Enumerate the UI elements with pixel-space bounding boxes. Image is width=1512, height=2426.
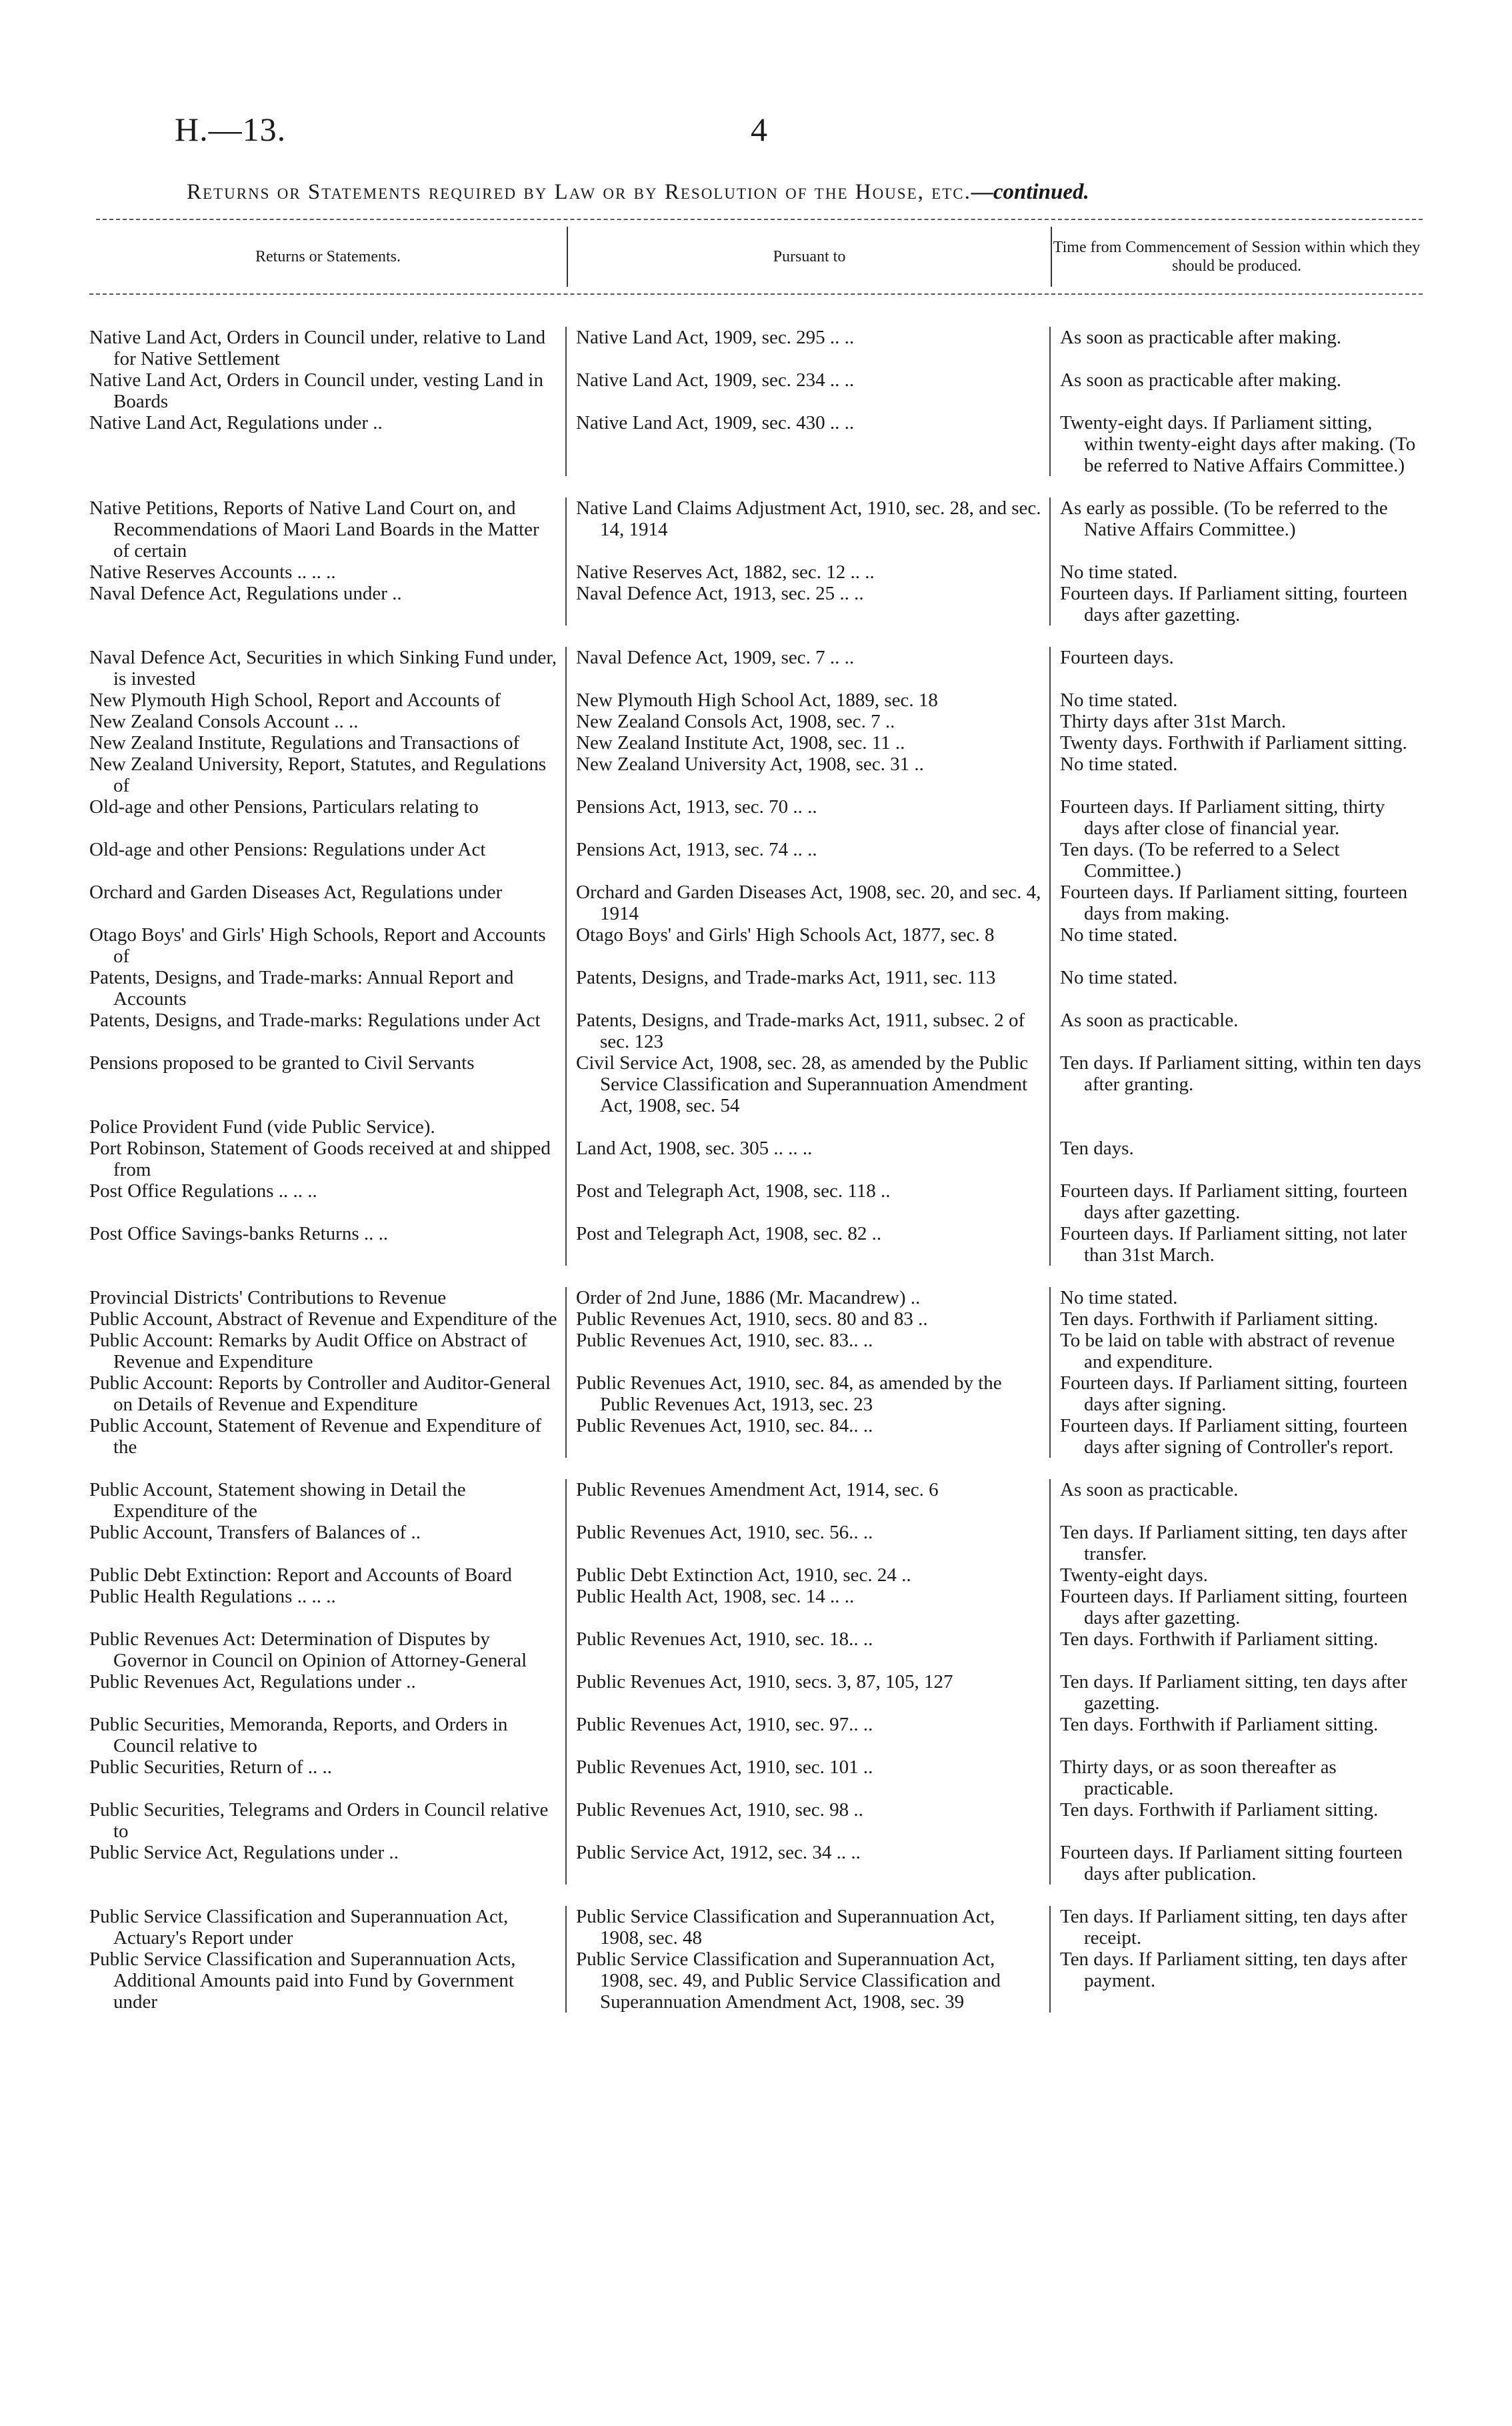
cell-time [1051, 1287, 1423, 1308]
table-row [89, 1138, 1423, 1180]
cell-time [1051, 690, 1423, 711]
cell-returns-text: Public Account, Transfers of Balances of .. [89, 1522, 421, 1543]
cell-time-text: Fourteen days. If Parliament sitting fourteen days after publication. [1060, 1842, 1403, 1885]
table-row [89, 1116, 1423, 1138]
cell-pursuant [565, 711, 1051, 732]
cell-pursuant-text: Naval Defence Act, 1913, sec. 25 .. .. [576, 583, 864, 604]
cell-pursuant-text: Public Revenues Act, 1910, sec. 83.. .. [576, 1330, 873, 1351]
cell-pursuant [565, 1906, 1051, 1949]
cell-returns-text: Public Account, Statement showing in Detail the Expenditure of the [89, 1479, 466, 1522]
cell-pursuant [565, 1522, 1051, 1564]
table-row [89, 1671, 1423, 1714]
cell-returns-text: Post Office Savings-banks Returns .. .. [89, 1223, 389, 1244]
cell-time-text: Fourteen days. If Parliament sitting, fourteen days after signing. [1060, 1372, 1408, 1415]
cell-time [1051, 1052, 1423, 1116]
cell-time [1051, 839, 1423, 882]
cell-pursuant-text: Public Service Classification and Superannuation Act, 1908, sec. 48 [576, 1906, 995, 1949]
caption-continued: —continued. [971, 180, 1089, 204]
cell-pursuant-text: Patents, Designs, and Trade-marks Act, 1911, sec. 113 [576, 967, 996, 988]
cell-time [1051, 754, 1423, 796]
cell-time-text: Ten days. Forthwith if Parliament sitting. [1060, 1714, 1379, 1735]
cell-pursuant [565, 1714, 1051, 1756]
table-row [89, 924, 1423, 967]
cell-time-text: No time stated. [1060, 1287, 1178, 1308]
cell-returns [89, 1799, 565, 1842]
header-rule-bottom [89, 293, 1423, 295]
cell-pursuant [565, 1799, 1051, 1842]
cell-time-text: Fourteen days. If Parliament sitting, fourteen days after gazetting. [1060, 1586, 1408, 1628]
cell-returns [89, 1564, 565, 1586]
cell-time-text: No time stated. [1060, 561, 1178, 583]
cell-returns [89, 1842, 565, 1885]
cell-time [1051, 1372, 1423, 1415]
cell-returns-text: Provincial Districts' Contributions to Revenue [89, 1287, 447, 1308]
cell-time-text: Thirty days, or as soon thereafter as practicable. [1060, 1756, 1337, 1799]
cell-time-text: Twenty days. Forthwith if Parliament sitting. [1060, 732, 1407, 754]
cell-returns-text: Public Securities, Return of .. .. [89, 1756, 333, 1778]
cell-time-text: As soon as practicable after making. [1060, 369, 1341, 391]
cell-pursuant-text: Orchard and Garden Diseases Act, 1908, sec. 20, and sec. 4, 1914 [576, 882, 1041, 924]
cell-pursuant-text: Civil Service Act, 1908, sec. 28, as amended by the Public Service Classification and Superannuation Amendment Act, 1908, sec. 54 [576, 1052, 1029, 1116]
column-header-pursuant-label: Pursuant to [773, 248, 846, 265]
cell-pursuant-text: Public Revenues Act, 1910, secs. 80 and 83 .. [576, 1308, 928, 1330]
cell-time-text: Thirty days after 31st March. [1060, 711, 1287, 732]
cell-returns [89, 1330, 565, 1372]
page-header [0, 110, 1512, 163]
cell-returns [89, 690, 565, 711]
cell-pursuant [565, 924, 1051, 967]
cell-time [1051, 647, 1423, 690]
cell-time-text: Ten days. If Parliament sitting, ten days after transfer. [1060, 1522, 1407, 1564]
cell-time [1051, 1949, 1423, 2013]
cell-returns [89, 1116, 565, 1138]
cell-pursuant [565, 1138, 1051, 1180]
table-row [89, 497, 1423, 561]
cell-time [1051, 1756, 1423, 1799]
cell-pursuant-text: Public Revenues Act, 1910, sec. 97.. .. [576, 1714, 873, 1735]
cell-time [1051, 369, 1423, 412]
cell-returns-text: Naval Defence Act, Securities in which Sinking Fund under, is invested [89, 647, 557, 690]
cell-pursuant [565, 690, 1051, 711]
table-row [89, 732, 1423, 754]
cell-time [1051, 1714, 1423, 1756]
cell-time-text: Ten days. If Parliament sitting, ten days after gazetting. [1060, 1671, 1407, 1714]
cell-returns [89, 561, 565, 583]
table-row [89, 1522, 1423, 1564]
cell-time [1051, 1671, 1423, 1714]
cell-pursuant-text: Naval Defence Act, 1909, sec. 7 .. .. [576, 647, 855, 668]
table-row [89, 327, 1423, 369]
table-row [89, 1223, 1423, 1287]
cell-time [1051, 1842, 1423, 1885]
cell-time-text: Fourteen days. If Parliament sitting, fourteen days after gazetting. [1060, 583, 1408, 626]
cell-pursuant-text: Otago Boys' and Girls' High Schools Act, 1877, sec. 8 [576, 924, 995, 946]
table-row [89, 647, 1423, 690]
cell-time-text: Ten days. (To be referred to a Select Committee.) [1060, 839, 1340, 882]
cell-returns [89, 647, 565, 690]
caption-main: Returns or Statements required by Law or by Resolution of the House, etc. [187, 180, 971, 204]
cell-time [1051, 1308, 1423, 1330]
cell-pursuant [565, 1180, 1051, 1223]
cell-returns [89, 583, 565, 626]
cell-returns [89, 1138, 565, 1180]
table-row [89, 1330, 1423, 1372]
cell-time-text: No time stated. [1060, 967, 1178, 988]
cell-time-text: Fourteen days. If Parliament sitting, not later than 31st March. [1060, 1223, 1407, 1266]
cell-returns-text: Naval Defence Act, Regulations under .. [89, 583, 402, 604]
cell-time-text: Ten days. If Parliament sitting, ten days after payment. [1060, 1949, 1407, 1991]
cell-returns-text: Public Securities, Telegrams and Orders in Council relative to [89, 1799, 549, 1842]
cell-returns-text: Post Office Regulations .. .. .. [89, 1180, 317, 1202]
cell-returns-text: New Plymouth High School, Report and Accounts of [89, 690, 501, 711]
table-row [89, 1842, 1423, 1906]
cell-time [1051, 796, 1423, 839]
cell-time [1051, 1180, 1423, 1223]
table-row [89, 1415, 1423, 1479]
table-row [89, 412, 1423, 497]
cell-pursuant [565, 647, 1051, 690]
table-row [89, 1308, 1423, 1330]
cell-pursuant-text: Public Revenues Act, 1910, sec. 84.. .. [576, 1415, 873, 1436]
cell-time-text: Fourteen days. If Parliament sitting, fourteen days after gazetting. [1060, 1180, 1408, 1223]
cell-pursuant [565, 583, 1051, 626]
cell-returns-text: Old-age and other Pensions: Regulations under Act [89, 839, 486, 860]
cell-pursuant [565, 1330, 1051, 1372]
cell-time-text: No time stated. [1060, 754, 1178, 775]
cell-time [1051, 711, 1423, 732]
cell-pursuant [565, 369, 1051, 412]
cell-time-text: Ten days. Forthwith if Parliament sitting. [1060, 1799, 1379, 1821]
cell-returns [89, 1415, 565, 1458]
returns-table [89, 219, 1423, 2013]
table-row [89, 754, 1423, 796]
cell-pursuant [565, 1564, 1051, 1586]
table-row [89, 1287, 1423, 1308]
cell-pursuant [565, 561, 1051, 583]
cell-returns [89, 1180, 565, 1223]
cell-time [1051, 1330, 1423, 1372]
cell-pursuant [565, 1010, 1051, 1052]
cell-time [1051, 882, 1423, 924]
cell-time [1051, 412, 1423, 476]
cell-time-text: Fourteen days. If Parliament sitting, fourteen days from making. [1060, 882, 1408, 924]
cell-pursuant [565, 732, 1051, 754]
cell-pursuant [565, 1415, 1051, 1458]
cell-time [1051, 1138, 1423, 1180]
cell-time [1051, 1479, 1423, 1522]
cell-returns-text: Old-age and other Pensions, Particulars relating to [89, 796, 479, 818]
cell-returns [89, 1714, 565, 1756]
cell-pursuant-text: Patents, Designs, and Trade-marks Act, 1911, subsec. 2 of sec. 123 [576, 1010, 1025, 1052]
cell-returns [89, 1223, 565, 1266]
cell-time-text: Fourteen days. [1060, 647, 1174, 668]
cell-pursuant [565, 967, 1051, 1010]
cell-returns [89, 1052, 565, 1116]
cell-time-text: Ten days. If Parliament sitting, ten days after receipt. [1060, 1906, 1407, 1949]
cell-pursuant-text: New Zealand Institute Act, 1908, sec. 11 .. [576, 732, 905, 754]
cell-time [1051, 497, 1423, 561]
cell-time-text: No time stated. [1060, 924, 1178, 946]
cell-time [1051, 1799, 1423, 1842]
table-row [89, 1479, 1423, 1522]
cell-returns [89, 369, 565, 412]
cell-pursuant-text: Public Revenues Act, 1910, sec. 18.. .. [576, 1628, 873, 1650]
table-row [89, 690, 1423, 711]
cell-returns-text: Port Robinson, Statement of Goods received at and shipped from [89, 1138, 551, 1180]
document-reference: H.—13. [175, 111, 287, 148]
cell-time-text: As early as possible. (To be referred to the Native Affairs Committee.) [1060, 497, 1388, 540]
table-row [89, 967, 1423, 1010]
cell-time [1051, 967, 1423, 1010]
cell-pursuant-text: New Zealand Consols Act, 1908, sec. 7 .. [576, 711, 895, 732]
cell-returns-text: New Zealand Consols Account .. .. [89, 711, 359, 732]
table-row [89, 1010, 1423, 1052]
cell-time [1051, 1628, 1423, 1671]
cell-time-text: Ten days. [1060, 1138, 1134, 1159]
cell-time [1051, 1906, 1423, 1949]
cell-time-text: To be laid on table with abstract of revenue and expenditure. [1060, 1330, 1395, 1372]
table-body [89, 327, 1423, 2013]
table-row [89, 1628, 1423, 1671]
cell-returns [89, 882, 565, 924]
cell-time [1051, 561, 1423, 583]
cell-returns-text: Public Health Regulations .. .. .. [89, 1586, 336, 1607]
table-row [89, 1756, 1423, 1799]
cell-pursuant [565, 1287, 1051, 1308]
cell-pursuant-text: Post and Telegraph Act, 1908, sec. 118 .. [576, 1180, 891, 1202]
cell-pursuant-text: Native Land Claims Adjustment Act, 1910, sec. 28, and sec. 14, 1914 [576, 497, 1041, 540]
cell-returns [89, 1628, 565, 1671]
cell-time-text: As soon as practicable. [1060, 1010, 1239, 1031]
table-row [89, 711, 1423, 732]
cell-pursuant-text: Public Service Act, 1912, sec. 34 .. .. [576, 1842, 861, 1863]
cell-returns-text: Native Land Act, Orders in Council under, relative to Land for Native Settlement [89, 327, 546, 369]
cell-returns [89, 1372, 565, 1415]
cell-pursuant-text: Pensions Act, 1913, sec. 70 .. .. [576, 796, 817, 818]
cell-time [1051, 1415, 1423, 1458]
cell-pursuant [565, 882, 1051, 924]
cell-pursuant [565, 1842, 1051, 1885]
cell-returns-text: Native Land Act, Regulations under .. [89, 412, 383, 433]
cell-pursuant-text: Land Act, 1908, sec. 305 .. .. .. [576, 1138, 813, 1159]
cell-returns [89, 1671, 565, 1714]
cell-pursuant-text: Native Reserves Act, 1882, sec. 12 .. .. [576, 561, 875, 583]
cell-time-text: As soon as practicable. [1060, 1479, 1239, 1500]
cell-time-text: Fourteen days. If Parliament sitting, fourteen days after signing of Controller's report. [1060, 1415, 1408, 1458]
cell-pursuant-text: Public Service Classification and Superannuation Act, 1908, sec. 49, and Public Service Classification and Superannuation Amendment Act, 1908, sec. 39 [576, 1949, 1001, 2013]
table-row [89, 561, 1423, 583]
cell-returns [89, 1287, 565, 1308]
cell-returns-text: Public Revenues Act, Regulations under .. [89, 1671, 416, 1692]
cell-pursuant [565, 839, 1051, 882]
cell-returns-text: Patents, Designs, and Trade-marks: Annual Report and Accounts [89, 967, 514, 1010]
cell-pursuant [565, 412, 1051, 476]
cell-returns-text: Public Account, Abstract of Revenue and Expenditure of the [89, 1308, 557, 1330]
cell-returns-text: Otago Boys' and Girls' High Schools, Report and Accounts of [89, 924, 546, 967]
cell-time-text: Twenty-eight days. If Parliament sitting, within twenty-eight days after making. (To be referred to Native Affairs Committee.) [1060, 412, 1416, 476]
cell-pursuant-text: Public Revenues Act, 1910, sec. 56.. .. [576, 1522, 873, 1543]
table-row [89, 1372, 1423, 1415]
cell-returns [89, 1010, 565, 1052]
cell-pursuant [565, 1308, 1051, 1330]
cell-pursuant-text: Native Land Act, 1909, sec. 295 .. .. [576, 327, 855, 348]
cell-pursuant [565, 1756, 1051, 1799]
cell-pursuant-text: New Zealand University Act, 1908, sec. 31 .. [576, 754, 924, 775]
cell-pursuant-text: Public Revenues Act, 1910, sec. 98 .. [576, 1799, 863, 1821]
cell-pursuant-text: Public Revenues Act, 1910, sec. 101 .. [576, 1756, 873, 1778]
table-row [89, 1586, 1423, 1628]
cell-pursuant [565, 1671, 1051, 1714]
table-row [89, 1714, 1423, 1756]
cell-pursuant [565, 1479, 1051, 1522]
table-row [89, 1906, 1423, 1949]
cell-time-text: Ten days. If Parliament sitting, within ten days after granting. [1060, 1052, 1421, 1095]
table-row [89, 796, 1423, 839]
cell-pursuant-text: Public Revenues Act, 1910, sec. 84, as amended by the Public Revenues Act, 1913, sec. 23 [576, 1372, 1002, 1415]
table-row [89, 839, 1423, 882]
cell-pursuant-text: Post and Telegraph Act, 1908, sec. 82 .. [576, 1223, 882, 1244]
cell-returns [89, 1479, 565, 1522]
table-row [89, 882, 1423, 924]
cell-returns-text: Public Securities, Memoranda, Reports, and Orders in Council relative to [89, 1714, 508, 1756]
cell-time [1051, 1223, 1423, 1266]
cell-pursuant-text: Public Health Act, 1908, sec. 14 .. .. [576, 1586, 855, 1607]
table-row [89, 1052, 1423, 1116]
cell-returns-text: Native Petitions, Reports of Native Land Court on, and Recommendations of Maori Land Boards in the Matter of certain [89, 497, 539, 561]
cell-time [1051, 327, 1423, 369]
cell-returns [89, 796, 565, 839]
cell-returns-text: Police Provident Fund (vide Public Service). [89, 1116, 435, 1138]
cell-returns [89, 1586, 565, 1628]
cell-pursuant [565, 497, 1051, 561]
cell-returns [89, 1949, 565, 2013]
cell-pursuant [565, 1116, 1051, 1138]
cell-returns-text: Public Account: Reports by Controller and Auditor-General on Details of Revenue and Expenditure [89, 1372, 551, 1415]
cell-pursuant-text: Native Land Act, 1909, sec. 430 .. .. [576, 412, 855, 433]
cell-time [1051, 1522, 1423, 1564]
cell-returns-text: Public Debt Extinction: Report and Accounts of Board [89, 1564, 512, 1586]
cell-time-text: Ten days. Forthwith if Parliament sitting. [1060, 1308, 1379, 1330]
table-row [89, 1564, 1423, 1586]
cell-returns [89, 711, 565, 732]
cell-time-text: As soon as practicable after making. [1060, 327, 1341, 348]
cell-time [1051, 1010, 1423, 1052]
column-headers [89, 220, 1423, 293]
cell-returns-text: Patents, Designs, and Trade-marks: Regulations under Act [89, 1010, 541, 1031]
cell-returns-text: Public Service Classification and Superannuation Act, Actuary's Report under [89, 1906, 509, 1949]
column-header-returns: Returns or Statements. [255, 248, 401, 265]
cell-pursuant-text: Public Revenues Act, 1910, secs. 3, 87, 105, 127 [576, 1671, 953, 1692]
cell-returns [89, 732, 565, 754]
cell-returns-text: Native Reserves Accounts .. .. .. [89, 561, 336, 583]
cell-returns-text: Public Revenues Act: Determination of Disputes by Governor in Council on Opinion of Attorney-General [89, 1628, 527, 1671]
cell-time [1051, 583, 1423, 626]
table-row [89, 1949, 1423, 2013]
cell-pursuant [565, 796, 1051, 839]
column-header-time: Time from Commencement of Session within which they should be produced. [1053, 239, 1421, 275]
cell-time [1051, 924, 1423, 967]
cell-returns-text: Orchard and Garden Diseases Act, Regulations under [89, 882, 503, 903]
cell-time [1051, 1586, 1423, 1628]
cell-time-text: Ten days. Forthwith if Parliament sitting. [1060, 1628, 1379, 1650]
cell-returns-text: Public Service Act, Regulations under .. [89, 1842, 399, 1863]
cell-returns [89, 924, 565, 967]
cell-returns [89, 1308, 565, 1330]
cell-returns-text: Public Service Classification and Superannuation Acts, Additional Amounts paid into Fund by Government under [89, 1949, 516, 2013]
cell-pursuant [565, 1949, 1051, 2013]
table-row [89, 583, 1423, 647]
cell-returns [89, 839, 565, 882]
cell-returns [89, 1522, 565, 1564]
cell-returns-text: Public Account: Remarks by Audit Office on Abstract of Revenue and Expenditure [89, 1330, 527, 1372]
cell-pursuant [565, 1586, 1051, 1628]
page-number: 4 [751, 111, 767, 148]
cell-time-text: Twenty-eight days. [1060, 1564, 1208, 1586]
cell-pursuant-text: Public Debt Extinction Act, 1910, sec. 24 .. [576, 1564, 911, 1586]
cell-pursuant [565, 1628, 1051, 1671]
cell-time-text: No time stated. [1060, 690, 1178, 711]
cell-returns [89, 412, 565, 476]
cell-returns [89, 327, 565, 369]
cell-time [1051, 732, 1423, 754]
cell-pursuant [565, 1052, 1051, 1116]
table-caption [187, 180, 1347, 205]
cell-returns-text: New Zealand University, Report, Statutes, and Regulations of [89, 754, 547, 796]
cell-returns-text: Pensions proposed to be granted to Civil Servants [89, 1052, 475, 1074]
cell-pursuant [565, 327, 1051, 369]
cell-returns [89, 1756, 565, 1799]
cell-pursuant [565, 754, 1051, 796]
cell-returns [89, 497, 565, 561]
cell-pursuant-text: Pensions Act, 1913, sec. 74 .. .. [576, 839, 817, 860]
cell-time [1051, 1564, 1423, 1586]
cell-pursuant-text: New Plymouth High School Act, 1889, sec. 18 [576, 690, 938, 711]
cell-time-text: Fourteen days. If Parliament sitting, thirty days after close of financial year. [1060, 796, 1385, 839]
column-header-pursuant [567, 227, 1052, 287]
table-row [89, 369, 1423, 412]
cell-returns-text: Native Land Act, Orders in Council under, vesting Land in Boards [89, 369, 543, 412]
cell-returns [89, 754, 565, 796]
cell-returns-text: New Zealand Institute, Regulations and Transactions of [89, 732, 520, 754]
cell-returns [89, 967, 565, 1010]
cell-returns [89, 1906, 565, 1949]
table-row [89, 1799, 1423, 1842]
cell-pursuant-text: Native Land Act, 1909, sec. 234 .. .. [576, 369, 855, 391]
cell-pursuant [565, 1372, 1051, 1415]
cell-time [1051, 1116, 1423, 1138]
table-row [89, 1180, 1423, 1223]
cell-pursuant [565, 1223, 1051, 1266]
cell-returns-text: Public Account, Statement of Revenue and Expenditure of the [89, 1415, 542, 1458]
cell-pursuant-text: Order of 2nd June, 1886 (Mr. Macandrew) .. [576, 1287, 921, 1308]
cell-pursuant-text: Public Revenues Amendment Act, 1914, sec. 6 [576, 1479, 939, 1500]
